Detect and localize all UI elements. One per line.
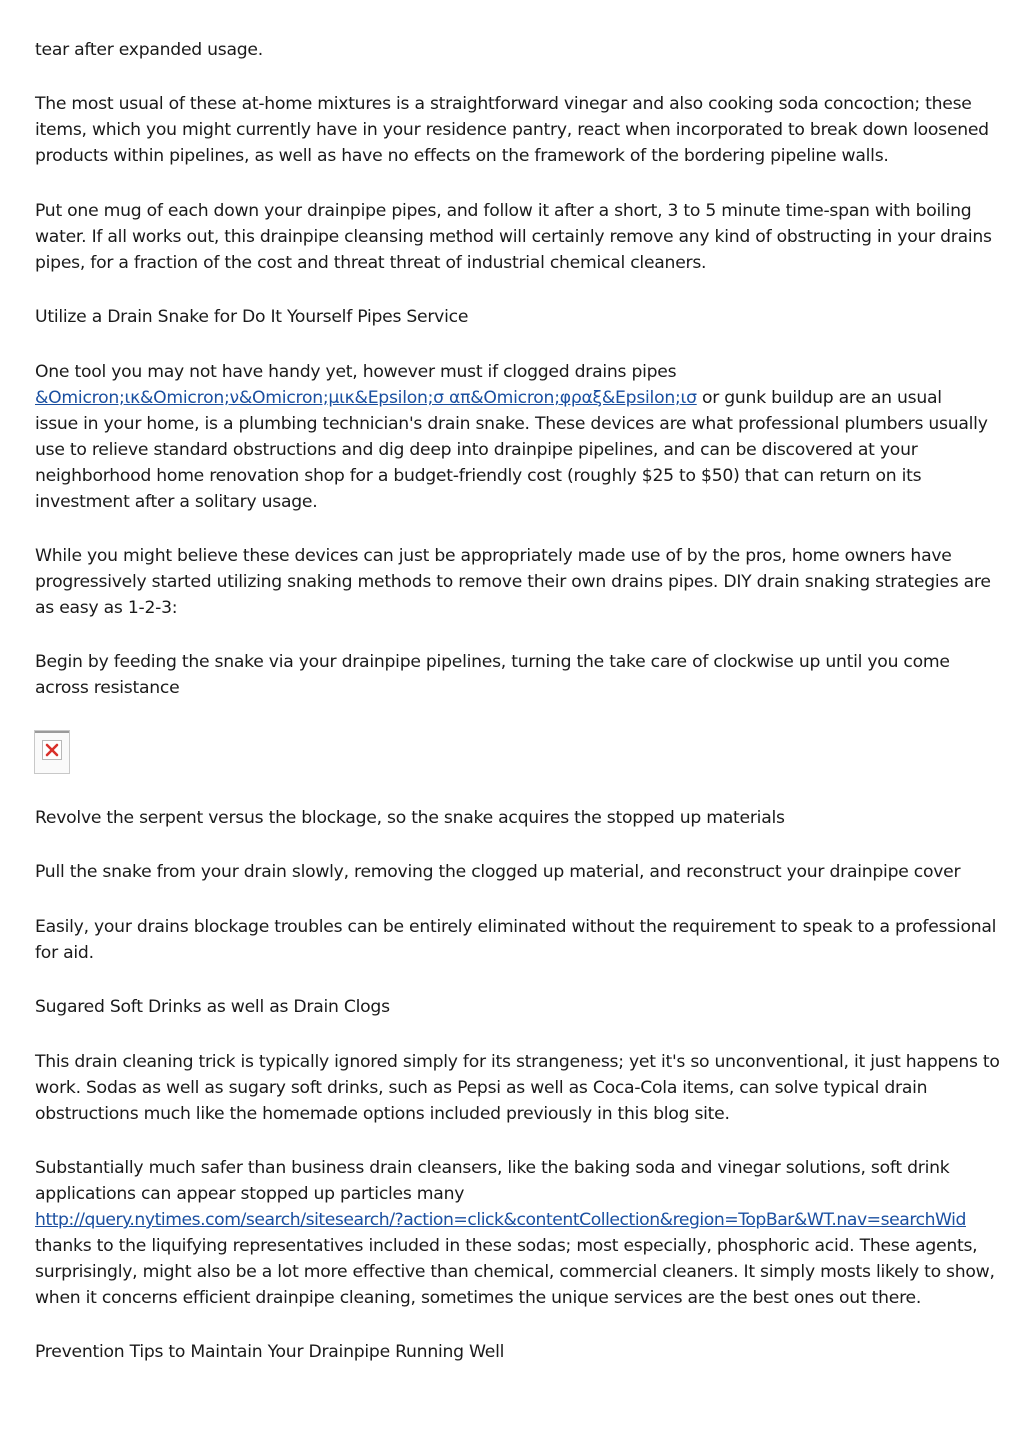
text-line: pipes, for a fraction of the cost and threat threat of industrial chemical cleaners.: [35, 253, 707, 273]
paragraph: [35, 805, 995, 831]
greek-link[interactable]: &Omicron;ικ&Omicron;ν&Omicron;μικ&Epsilon;σ απ&Omicron;φραξ&Epsilon;ισ: [35, 388, 697, 408]
text-line: One tool you may not have handy yet, however must if clogged drains pipes: [35, 362, 677, 382]
text-line: The most usual of these at-home mixtures is a straightforward vinegar and also cooking soda concoction; these: [35, 94, 972, 114]
text-line: obstructions much like the homemade options included previously in this blog site.: [35, 1104, 730, 1124]
text-line: issue in your home, is a plumbing technician's drain snake. These devices are what professional plumbers usually: [35, 414, 988, 434]
text-line: surprisingly, might also be a lot more effective than chemical, commercial cleaners. It simply mosts likely to show,: [35, 1262, 995, 1282]
text-line: work. Sodas as well as sugary soft drinks, such as Pepsi as well as Coca-Cola items, can solve typical drain: [35, 1078, 928, 1098]
text-line: progressively started utilizing snaking methods to remove their own drains pipes. DIY drain snaking strategies are: [35, 572, 991, 592]
text-line: [35, 385, 995, 411]
text-line: products within pipelines, as well as have no effects on the framework of the bordering pipeline walls.: [35, 146, 889, 166]
nytimes-search-link[interactable]: http://query.nytimes.com/search/sitesearch/?action=click&contentCollection&region=TopBar&WT.nav=searchWid: [35, 1210, 966, 1230]
text-line: neighborhood home renovation shop for a budget-friendly cost (roughly $25 to $50) that can return on its: [35, 466, 922, 486]
text-line: Easily, your drains blockage troubles can be entirely eliminated without the requirement to speak to a professional: [35, 917, 997, 937]
text-line: Revolve the serpent versus the blockage, so the snake acquires the stopped up materials: [35, 808, 785, 828]
text-line: use to relieve standard obstructions and dig deep into drainpipe pipelines, and can be discovered at your: [35, 440, 918, 460]
text-line: Put one mug of each down your drainpipe pipes, and follow it after a short, 3 to 5 minute time-span with boiling: [35, 201, 972, 221]
text-line: Pull the snake from your drain slowly, removing the clogged up material, and reconstruct your drainpipe cover: [35, 862, 961, 882]
text-line: water. If all works out, this drainpipe cleansing method will certainly remove any kind of obstructing in your drains: [35, 227, 992, 247]
text-line: tear after expanded usage.: [35, 40, 263, 60]
paragraph: [35, 859, 995, 885]
text-line: While you might believe these devices can just be appropriately made use of by the pros, home owners have: [35, 546, 952, 566]
text-line: applications can appear stopped up particles many: [35, 1184, 465, 1204]
text-fragment: or gunk buildup are an usual: [696, 388, 942, 408]
text-line: as easy as 1-2-3:: [35, 598, 178, 618]
paragraph: [35, 91, 995, 169]
paragraph: [35, 649, 995, 701]
heading-text: Prevention Tips to Maintain Your Drainpipe Running Well: [35, 1342, 505, 1362]
text-line: This drain cleaning trick is typically ignored simply for its strangeness; yet it's so unconventional, it just happens to: [35, 1052, 1000, 1072]
text-line: for aid.: [35, 943, 94, 963]
text-line: Substantially much safer than business drain cleansers, like the baking soda and vinegar solutions, soft drink: [35, 1158, 950, 1178]
paragraph: [35, 359, 995, 515]
section-heading: [35, 1339, 995, 1365]
text-line: across resistance: [35, 678, 180, 698]
paragraph: [35, 543, 995, 621]
paragraph: [35, 1049, 1000, 1127]
broken-image-placeholder: [34, 730, 70, 774]
heading-text: Sugared Soft Drinks as well as Drain Clogs: [35, 997, 390, 1017]
broken-image-icon: [42, 740, 62, 760]
paragraph: [35, 1155, 995, 1311]
section-heading: [35, 304, 995, 330]
paragraph: [35, 198, 995, 276]
text-line: items, which you might currently have in your residence pantry, react when incorporated to break down loosened: [35, 120, 989, 140]
section-heading: [35, 994, 995, 1020]
text-line: thanks to the liquifying representatives included in these sodas; most especially, phosphoric acid. These agents,: [35, 1236, 978, 1256]
text-line: investment after a solitary usage.: [35, 492, 318, 512]
heading-text: Utilize a Drain Snake for Do It Yourself Pipes Service: [35, 307, 469, 327]
divider: [35, 731, 69, 733]
text-line: when it concerns efficient drainpipe cleaning, sometimes the unique services are the best ones out there.: [35, 1288, 922, 1308]
text-line: [35, 1207, 995, 1233]
paragraph: [35, 914, 995, 966]
paragraph: [35, 37, 995, 63]
text-line: Begin by feeding the snake via your drainpipe pipelines, turning the take care of clockwise up until you come: [35, 652, 950, 672]
